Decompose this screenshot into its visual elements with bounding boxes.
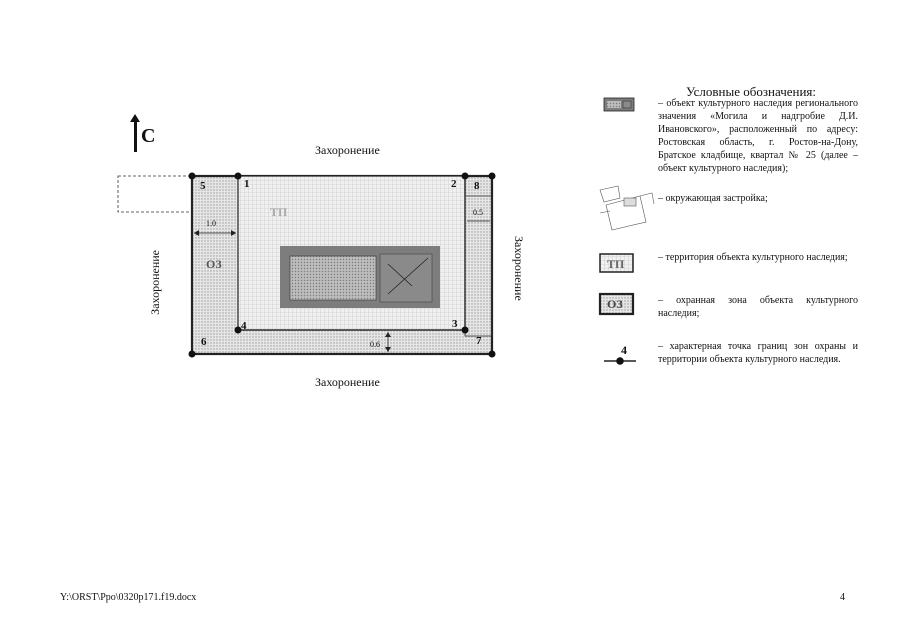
- surrounding-building: [118, 176, 193, 212]
- legend-point-symbol: [616, 357, 624, 365]
- legend-title: Условные обозначения:: [686, 84, 817, 99]
- point-6: 6: [201, 336, 207, 348]
- point-4: 4: [241, 320, 247, 332]
- legend-point-number: 4: [621, 343, 627, 357]
- dim-bottom: 0.6: [370, 340, 380, 349]
- point-3: 3: [452, 318, 458, 330]
- north-label: С: [141, 124, 156, 147]
- legend-tp-text: ТП: [607, 257, 625, 271]
- label-bottom: Захоронение: [315, 375, 380, 389]
- label-left: Захоронение: [148, 250, 162, 315]
- oz-label: ОЗ: [206, 257, 222, 271]
- dim-left: 1.0: [206, 219, 216, 228]
- legend-item-buildings: – окружающая застройка;: [658, 193, 768, 204]
- legend-item-tp: – территория объекта культурного наследия;: [658, 252, 848, 263]
- page-number: 4: [840, 592, 845, 603]
- point-8: 8: [474, 180, 480, 192]
- legend-item-oz: – охранная зона объекта культурного наследия;: [658, 295, 858, 319]
- footer-path: Y:\ORST\Ppo\0320p171.f19.docx: [60, 592, 197, 603]
- legend-item-object: – объект культурного наследия регионального значения «Могила и надгробие Д.И. Ивановского», расположенный по адресу: Ростовская область, г. Ростов-на-Дону, Братское кладбище, квартал № 25 (далее – объект культурного наследия);: [658, 98, 858, 174]
- point-5: 5: [200, 180, 206, 192]
- point-7: 7: [476, 335, 482, 347]
- legend-building-symbol: [600, 186, 654, 230]
- point-2: 2: [451, 178, 457, 190]
- point-1: 1: [244, 178, 250, 190]
- legend-item-point: – характерная точка границ зон охраны и территории объекта культурного наследия.: [658, 341, 858, 365]
- dim-right: 0.5: [473, 208, 483, 217]
- tp-label: ТП: [270, 205, 288, 219]
- legend-oz-text: ОЗ: [607, 297, 623, 311]
- label-right: Захоронение: [512, 236, 526, 301]
- label-top: Захоронение: [315, 143, 380, 157]
